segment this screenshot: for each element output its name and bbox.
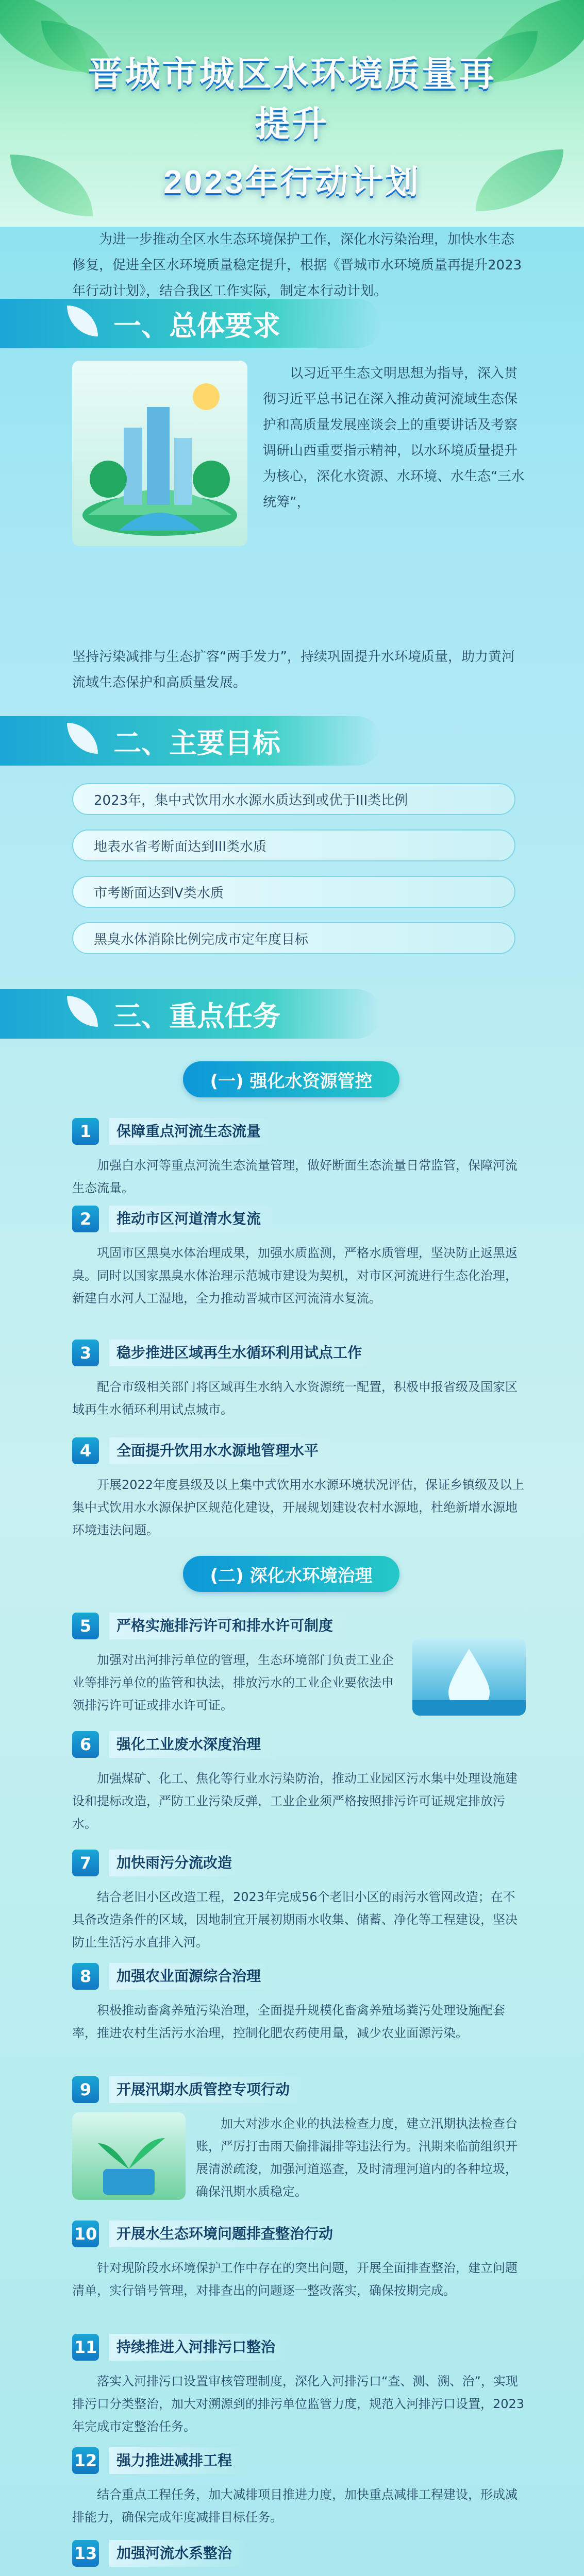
task-title: 加快雨污分流改造: [109, 1850, 246, 1876]
task-body: 积极推动畜禽养殖污染治理，全面提升规模化畜禽养殖场粪污处理设施配套率，推进农村生活污水治理，控制化肥农药使用量，减少农业面源污染。: [72, 2003, 505, 2040]
hero-banner: [0, 0, 584, 227]
water-drop-illustration: [412, 1638, 526, 1716]
task-number: 9: [72, 2076, 99, 2103]
eco-city-illustration: [72, 361, 247, 546]
goal-item: 黑臭水体消除比例完成市定年度目标: [72, 922, 515, 954]
task-number: 7: [72, 1850, 99, 1876]
subsection-water-environment: (二) 深化水环境治理: [183, 1556, 399, 1592]
task-body: 结合重点工程任务，加大减排项目推进力度，加快重点减排工程建设，形成减排能力，确保完成年度减排目标任务。: [72, 2487, 518, 2524]
subsection-water-resource: (一) 强化水资源管控: [183, 1061, 399, 1097]
task-number: 6: [72, 1731, 99, 1758]
task-title: 推动市区河道清水复流: [109, 1206, 275, 1232]
task-title: 加强河流水系整治: [109, 2540, 246, 2567]
task-body: 巩固市区黑臭水体治理成果，加强水质监测，严格水质管理，坚决防止返黑返臭。同时以国家黑臭水体治理示范城市建设为契机，对市区河流进行生态化治理，新建白水河人工湿地，全力推动晋城市区河流清水复流。: [72, 1246, 518, 1306]
task-body: 加强煤矿、化工、焦化等行业水污染防治，推动工业园区污水集中处理设施建设和提标改造，严防工业污染反弹，工业企业须严格按照排污许可证规定排放污水。: [72, 1771, 518, 1831]
title-line-1: 晋城市城区水环境质量再提升: [88, 55, 496, 144]
task-item: [72, 1731, 526, 1839]
general-requirements-text: 以习近平生态文明思想为指导，深入贯彻习近平总书记在深入推动黄河流域生态保护和高质量发展座谈会上的重要讲话及考察调研山西重要指示精神，以水环境质量提升为核心，深化水资源、水环境、水生态“三水统筹”，: [263, 366, 525, 510]
task-item: [72, 1850, 526, 1953]
leaf-icon: [62, 718, 108, 764]
task-item: [72, 1118, 526, 1195]
leaf-icon: [62, 991, 108, 1037]
task-number: 4: [72, 1437, 99, 1464]
general-requirements-text-cont: 坚持污染减排与生态扩容“两手发力”，持续巩固提升水环境质量，助力黄河流域生态保护和高质量发展。: [72, 649, 515, 690]
task-title: 全面提升饮用水水源地管理水平: [109, 1437, 333, 1464]
task-item: [72, 2447, 526, 2530]
section-heading-key-tasks: [0, 989, 381, 1039]
task-body: 加强白水河等重点河流生态流量管理，做好断面生态流量日常监管，保障河流生态流量。: [72, 1158, 518, 1195]
task-title: 保障重点河流生态流量: [109, 1118, 275, 1145]
task-title: 严格实施排污许可和排水许可制度: [109, 1613, 347, 1639]
task-item: [72, 2221, 526, 2324]
task-number: 12: [72, 2447, 99, 2474]
goal-item: 2023年，集中式饮用水水源水质达到或优于III类比例: [72, 783, 515, 815]
task-item: [72, 2540, 526, 2576]
task-title: 强化工业废水深度治理: [109, 1731, 275, 1758]
task-title: 持续推进入河排污口整治: [109, 2334, 290, 2361]
task-body: 结合老旧小区改造工程，2023年完成56个老旧小区的雨污水管网改造；在不具备改造条件的区域，因地制宜开展初期雨水收集、储蓄、净化等工程建设，坚决防止生活污水直排入河。: [72, 1890, 518, 1950]
section-heading-general-requirements: [0, 299, 381, 348]
task-title: 开展汛期水质管控专项行动: [109, 2076, 304, 2103]
task-number: 8: [72, 1963, 99, 1990]
task-item: [72, 1340, 526, 1427]
section-title: 一、总体要求: [113, 310, 280, 342]
section-title: 二、主要目标: [113, 727, 280, 759]
task-item: [72, 1206, 526, 1329]
task-number: 5: [72, 1613, 99, 1639]
task-body: 针对现阶段水环境保护工作中存在的突出问题，开展全面排查整治，建立问题清单，实行销号管理，对排查出的问题逐一整改落实，确保按期完成。: [72, 2261, 518, 2298]
task-number: 10: [72, 2221, 99, 2247]
task-title: 稳步推进区域再生水循环利用试点工作: [109, 1340, 376, 1366]
task-item: [72, 2334, 526, 2437]
task-body: 配合市级相关部门将区域再生水纳入水资源统一配置，积极申报省级及国家区域再生水循环利用试点城市。: [72, 1380, 518, 1417]
task-title: 开展水生态环境问题排查整治行动: [109, 2221, 347, 2247]
task-number: 11: [72, 2334, 99, 2361]
goal-item: 市考断面达到V类水质: [72, 876, 515, 908]
plant-illustration: [72, 2112, 186, 2200]
task-title: 加强农业面源综合治理: [109, 1963, 275, 1990]
section-title: 三、重点任务: [113, 1001, 280, 1032]
task-body: 落实入河排污口设置审核管理制度，深化入河排污口“查、测、溯、治”，实现排污口分类整治，加大对溯源到的排污单位监管力度，规范入河排污口设置，2023年完成市定整治任务。: [72, 2374, 525, 2434]
task-body: 加大对涉水企业的执法检查力度，建立汛期执法检查台账，严厉打击雨天偷排漏排等违法行为。汛期来临前组织开展清淤疏浚，加强河道巡查，及时清理河道内的各种垃圾，确保汛期水质稳定。: [196, 2116, 518, 2199]
task-number: 13: [72, 2540, 99, 2567]
intro-paragraph: 为进一步推动全区水生态环境保护工作，深化水污染治理，加快水生态修复，促进全区水环境质量稳定提升，根据《晋城市水环境质量再提升2023年行动计划》，结合我区工作实际，制定本行动计划。: [72, 232, 522, 299]
task-number: 1: [72, 1118, 99, 1145]
task-item: [72, 1437, 526, 1540]
task-number: 3: [72, 1340, 99, 1366]
title-line-2: 2023年行动计划: [163, 163, 421, 200]
page-title: [77, 46, 507, 203]
task-number: 2: [72, 1206, 99, 1232]
task-body: 加强对出河排污单位的管理，生态环境部门负责工业企业等排污单位的监管和执法，排放污水的工业企业要依法申领排污许可证或排水许可证。: [72, 1653, 394, 1713]
task-item: [72, 1963, 526, 2066]
task-title: 强力推进减排工程: [109, 2447, 246, 2474]
leaf-icon: [62, 300, 108, 347]
goal-item: 地表水省考断面达到III类水质: [72, 829, 515, 861]
section-heading-main-goals: [0, 716, 381, 766]
task-body: 开展2022年度县级及以上集中式饮用水水源环境状况评估，保证乡镇级及以上集中式饮用水水源保护区规范化建设，开展规划建设农村水源地，杜绝新增水源地环境违法问题。: [72, 1478, 525, 1537]
